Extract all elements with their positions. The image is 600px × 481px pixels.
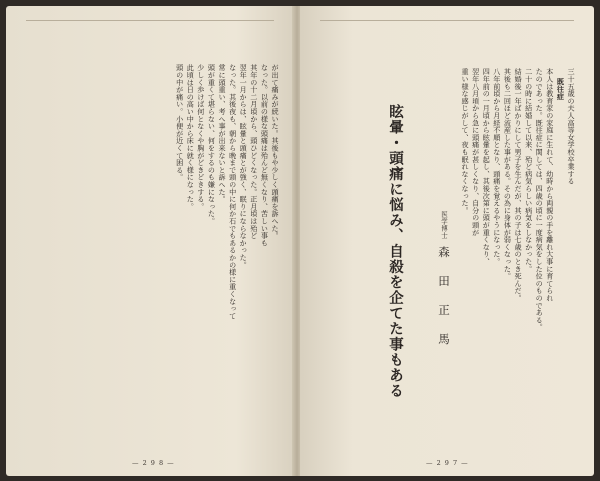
text-line: たのであった。既往症に関しては、四歳の頃に一度病気をした位のものである。 [535,68,545,331]
text-line: なった。其後夜も、朝から晩まで頭の中に何か石でもあるかの様に重くなって [228,64,238,320]
top-rule [320,20,574,21]
text-line: 翌年八月頃から急に頭痛が甚しくなり、自分の頭が [471,68,481,236]
author-name: 森 田 正 馬 [437,245,451,348]
text-line: 頭の中が痛い。小便が近くて困る。 [175,64,185,181]
text-line: 翌年一月からは、眩暈と頭痛とが強く、眠りにならなかった。 [239,64,249,269]
text-line: なった。以前の様な頭痛は殆んど無くなり、苦しい事も [260,64,270,247]
text-line: 常に頭重い、考へ事が出来ないと訴へた。 [218,64,228,203]
article-title: 眩暈・頭痛に悩み、自殺を企てた事もある [387,104,404,399]
text-line: 重い様な感じがして、夜も眠れなくなった。 [461,68,471,214]
page-number: — 2 9 8 — [132,459,175,467]
text-line: 四年前の一月頃から眩暈を起し、其後次第に頭が重くなり、 [482,68,492,266]
text-line: 頭が重くて堪らない、何をするのも嫌になった。 [207,64,217,225]
case-header: 三十五歳の夫人高等女学校卒業する [567,68,576,185]
article-author [436,211,452,461]
text-line: 結婚後一年ばかりにして男子を生んだが、其の子は七歳のとき死んだ。 [514,68,524,302]
author-role: 医学博士 [440,211,448,239]
text-line: 少しく歩けば何となくや胸がどきどきする。 [196,64,206,210]
text-line: 本人は教育家の家庭に生れて、幼時から両親の手を離れ大事に育てられ [545,68,555,302]
left-page-body [174,64,280,449]
text-line: 八年前頃から月経不順となり、頭痛を覚えるやうになった。 [492,68,502,266]
text-line: 其後も二回ほど流産した事がある。その為に身体が弱くなった。 [503,68,513,280]
text-line: 其年の十二月頃から、頭ひどくなった。正月頃は殆ど [249,64,259,240]
text-line: が出て痛みが続いた。其後もや少しく頭痛を訴へた。 [271,64,280,240]
section-label: 既往症 [556,78,566,100]
page-number: — 2 9 7 — [426,459,469,467]
top-rule [26,20,274,21]
left-page [6,6,294,476]
right-page-body [459,68,576,453]
text-line: 二十の時に結婚して以来、殆ど病気らしい病気をしなかった。 [524,68,534,273]
right-page [300,6,594,476]
text-line: 此頃は日の高い中から床に就く様になった。 [186,64,196,210]
